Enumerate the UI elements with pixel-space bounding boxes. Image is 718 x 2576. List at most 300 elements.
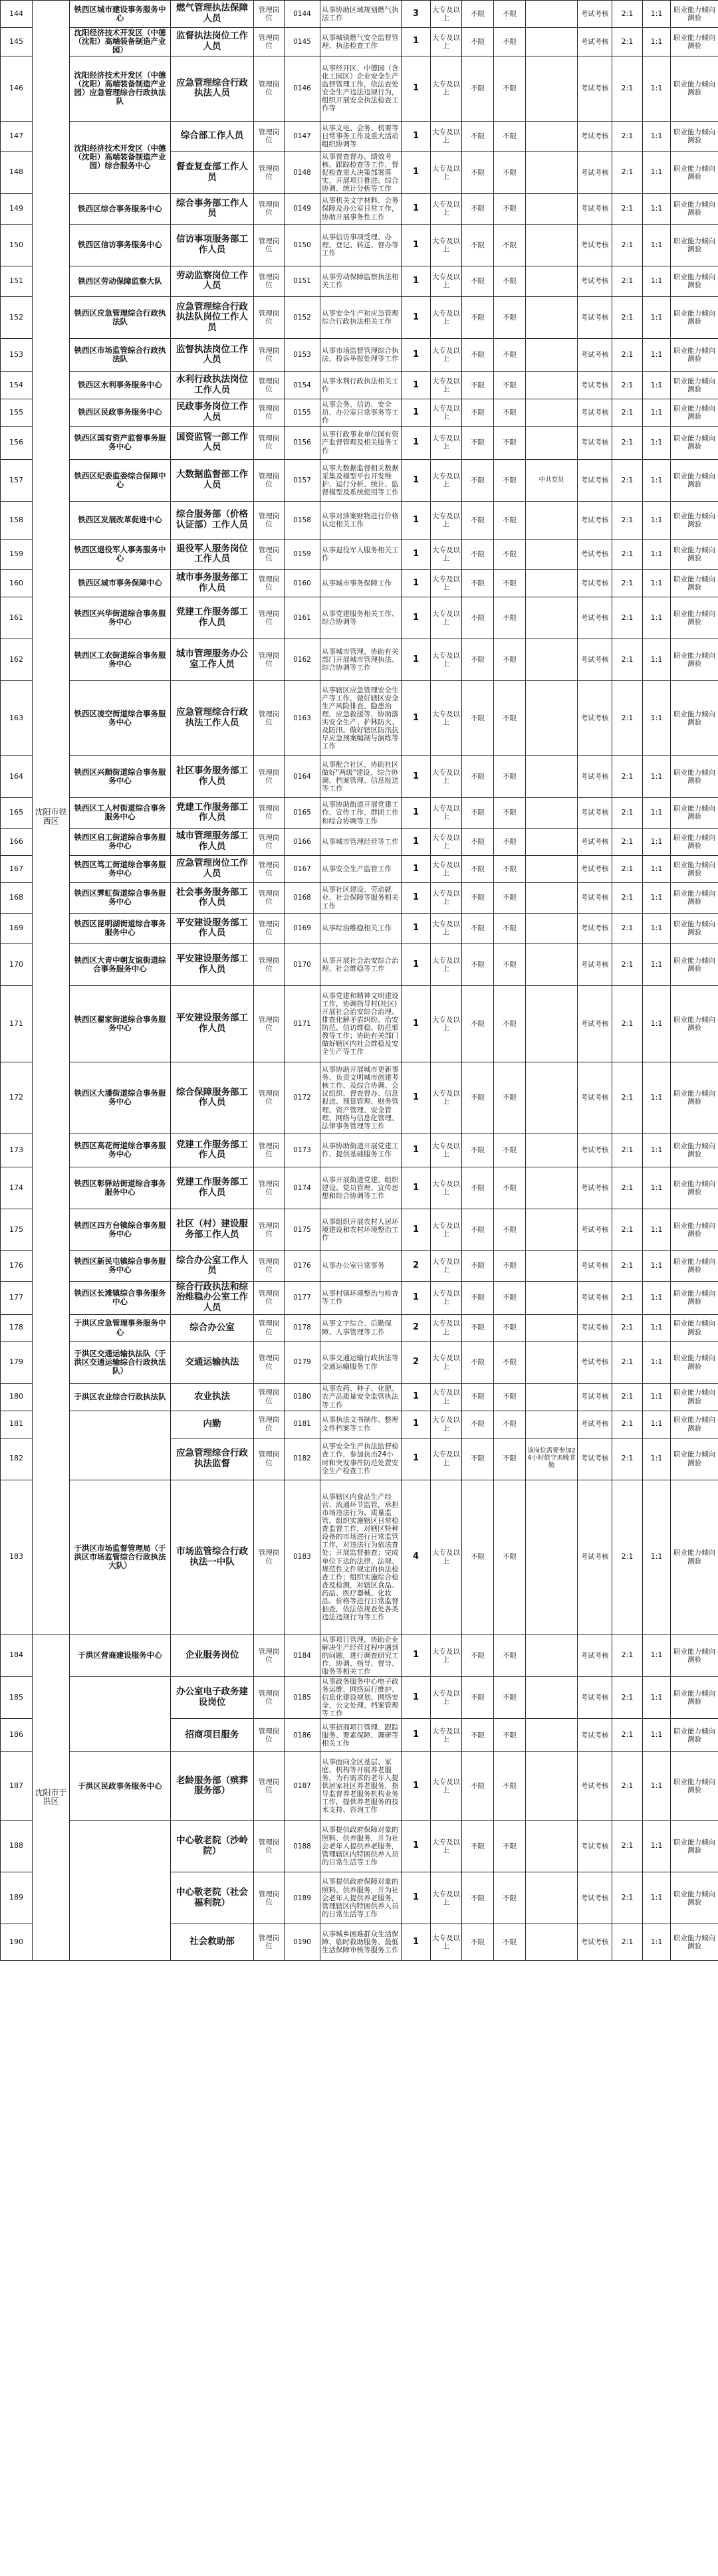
written-ratio: 2:1 [612, 1250, 643, 1281]
position-description: 从事安全生产和应急管理综合行政执法相关工作 [320, 296, 402, 338]
position-description: 从事提供政府保障对象的照料、供养服务，并为社会老年人提供养老服务，管理辖区内特困供养人员的日常生活等工作 [320, 1872, 402, 1924]
other-requirement [526, 882, 578, 913]
position-type: 管理岗位 [254, 755, 285, 797]
unit-name: 铁西区纪委监委综合保障中心 [70, 459, 171, 501]
exam-method: 考试考核 [578, 151, 612, 193]
position-name: 综合保障服务部工作人员 [171, 1062, 254, 1134]
exam-method: 考试考核 [578, 639, 612, 680]
test-subject: 职业能力倾向测验 [671, 755, 718, 797]
written-ratio: 2:1 [612, 338, 643, 371]
other-requirement [526, 224, 578, 266]
unit-name: 于洪区应急管理事务服务中心 [70, 1314, 171, 1341]
education-requirement: 大专及以上 [431, 426, 462, 459]
position-description: 从事会务、信访、安全员、办公室日常事务等工作 [320, 399, 402, 426]
unit-name: 铁西区发展改革促进中心 [70, 501, 171, 539]
exam-method: 考试考核 [578, 1752, 612, 1821]
exam-method: 考试考核 [578, 1314, 612, 1341]
position-type: 管理岗位 [254, 399, 285, 426]
exam-method: 考试考核 [578, 1411, 612, 1438]
education-requirement: 大专及以上 [431, 266, 462, 296]
unit-name: 沈阳经济技术开发区（中德（沈阳）高端装备制造产业园） [70, 28, 171, 56]
other-requirement [526, 399, 578, 426]
written-ratio: 2:1 [612, 1438, 643, 1480]
position-name: 应急管理综合行政执法监督 [171, 1438, 254, 1480]
degree-requirement: 不限 [462, 1438, 494, 1480]
interview-ratio: 1:1 [643, 1752, 671, 1821]
test-subject: 职业能力倾向测验 [671, 459, 718, 501]
education-requirement: 大专及以上 [431, 1719, 462, 1752]
position-name: 企业服务岗位 [171, 1635, 254, 1676]
table-row [1, 193, 718, 224]
row-number: 185 [1, 1676, 33, 1718]
degree-requirement: 不限 [462, 943, 494, 985]
position-description: 从事社区建设、劳动就业、社会保障等服务相关工作 [320, 882, 402, 913]
row-number: 175 [1, 1209, 33, 1250]
table-row [1, 797, 718, 828]
position-description: 从事大数据监督相关数据采集及模型平台开发维护、运行分析、统计、监督模型及系统使用等工作 [320, 459, 402, 501]
row-number: 189 [1, 1872, 33, 1924]
table-row [1, 296, 718, 338]
written-ratio: 2:1 [612, 501, 643, 539]
position-description: 从事安全生产监管工作 [320, 855, 402, 882]
test-subject: 职业能力倾向测验 [671, 985, 718, 1062]
other-requirement [526, 943, 578, 985]
exam-method: 考试考核 [578, 426, 612, 459]
test-subject: 职业能力倾向测验 [671, 151, 718, 193]
position-type: 管理岗位 [254, 1872, 285, 1924]
exam-method: 考试考核 [578, 943, 612, 985]
row-number: 163 [1, 680, 33, 755]
other-requirement [526, 1341, 578, 1383]
position-type: 管理岗位 [254, 459, 285, 501]
position-name: 应急管理综合行政执法人员 [171, 56, 254, 121]
position-code: 0172 [285, 1062, 320, 1134]
unit-name: 铁西区大青中朝友谊街道综合事务服务中心 [70, 943, 171, 985]
exam-method: 考试考核 [578, 1480, 612, 1635]
test-subject: 职业能力倾向测验 [671, 426, 718, 459]
position-name: 社区（村）建设服务部工作人员 [171, 1209, 254, 1250]
table-row [1, 828, 718, 855]
table-row [1, 224, 718, 266]
exam-method: 考试考核 [578, 1250, 612, 1281]
position-type: 管理岗位 [254, 224, 285, 266]
degree-requirement: 不限 [462, 1676, 494, 1718]
exam-method: 考试考核 [578, 296, 612, 338]
education-requirement: 大专及以上 [431, 1411, 462, 1438]
position-code: 0151 [285, 266, 320, 296]
education-requirement: 大专及以上 [431, 1341, 462, 1383]
interview-ratio: 1:1 [643, 426, 671, 459]
exam-method: 考试考核 [578, 1635, 612, 1676]
degree-requirement: 不限 [462, 1134, 494, 1167]
degree-requirement: 不限 [462, 1167, 494, 1209]
major-requirement: 不限 [494, 1480, 526, 1635]
written-ratio: 2:1 [612, 1281, 643, 1314]
education-requirement: 大专及以上 [431, 755, 462, 797]
test-subject: 职业能力倾向测验 [671, 1341, 718, 1383]
degree-requirement: 不限 [462, 296, 494, 338]
major-requirement: 不限 [494, 224, 526, 266]
row-number: 155 [1, 399, 33, 426]
position-code: 0168 [285, 882, 320, 913]
interview-ratio: 1:1 [643, 1209, 671, 1250]
table-row [1, 371, 718, 399]
row-number: 161 [1, 597, 33, 639]
education-requirement: 大专及以上 [431, 296, 462, 338]
position-description: 从事组织开展农村人居环境建设和农村环境整治工作 [320, 1209, 402, 1250]
table-row [1, 1167, 718, 1209]
unit-name [70, 1411, 171, 1480]
test-subject: 职业能力倾向测验 [671, 28, 718, 56]
position-description: 从事开展街道党建、组织建设、党员管理、宣传思想和综合协调等工作 [320, 1167, 402, 1209]
interview-ratio: 1:1 [643, 193, 671, 224]
position-name: 社会事务服务部工作人员 [171, 882, 254, 913]
major-requirement: 不限 [494, 28, 526, 56]
major-requirement: 不限 [494, 1676, 526, 1718]
other-requirement [526, 28, 578, 56]
recruit-count: 1 [402, 1676, 431, 1718]
position-description: 从事执法文书制作、整理文件档案等工作 [320, 1411, 402, 1438]
position-code: 0188 [285, 1821, 320, 1872]
degree-requirement: 不限 [462, 680, 494, 755]
interview-ratio: 1:1 [643, 913, 671, 943]
position-code: 0161 [285, 597, 320, 639]
position-name: 综合服务部（价格认证部）工作人员 [171, 501, 254, 539]
education-requirement: 大专及以上 [431, 639, 462, 680]
education-requirement: 大专及以上 [431, 459, 462, 501]
table-row [1, 1314, 718, 1341]
position-name: 监督执法岗位工作人员 [171, 338, 254, 371]
interview-ratio: 1:1 [643, 224, 671, 266]
position-name: 综合行政执法和综治维稳办公室工作人员 [171, 1281, 254, 1314]
degree-requirement: 不限 [462, 28, 494, 56]
written-ratio: 2:1 [612, 371, 643, 399]
row-number: 165 [1, 797, 33, 828]
written-ratio: 2:1 [612, 56, 643, 121]
exam-method: 考试考核 [578, 985, 612, 1062]
position-code: 0150 [285, 224, 320, 266]
table-row [1, 539, 718, 569]
education-requirement: 大专及以上 [431, 1281, 462, 1314]
written-ratio: 2:1 [612, 1752, 643, 1821]
position-name: 社区事务服务部工作人员 [171, 755, 254, 797]
position-code: 0186 [285, 1719, 320, 1752]
unit-name: 铁西区兴华街道综合事务服务中心 [70, 597, 171, 639]
position-description: 从事信访事项受理、办理、登记、转送、督办等工作 [320, 224, 402, 266]
unit-name: 于洪区市场监督管理局（于洪区市场监管综合行政执法大队） [70, 1480, 171, 1635]
table-row [1, 1821, 718, 1872]
table-row [1, 855, 718, 882]
unit-name: 铁西区凌空街道综合事务服务中心 [70, 680, 171, 755]
education-requirement: 大专及以上 [431, 1167, 462, 1209]
position-code: 0163 [285, 680, 320, 755]
degree-requirement: 不限 [462, 1821, 494, 1872]
position-code: 0147 [285, 121, 320, 151]
education-requirement: 大专及以上 [431, 797, 462, 828]
position-name: 农业执法 [171, 1383, 254, 1411]
position-description: 从事退役军人服务相关工作 [320, 539, 402, 569]
position-code: 0174 [285, 1167, 320, 1209]
recruit-count: 2 [402, 1341, 431, 1383]
position-code: 0175 [285, 1209, 320, 1250]
written-ratio: 2:1 [612, 1924, 643, 1961]
test-subject: 职业能力倾向测验 [671, 597, 718, 639]
position-type: 管理岗位 [254, 985, 285, 1062]
recruit-count: 1 [402, 755, 431, 797]
table-row [1, 28, 718, 56]
position-code: 0162 [285, 639, 320, 680]
exam-method: 考试考核 [578, 338, 612, 371]
position-code: 0164 [285, 755, 320, 797]
position-code: 0178 [285, 1314, 320, 1341]
position-type: 管理岗位 [254, 1480, 285, 1635]
interview-ratio: 1:1 [643, 755, 671, 797]
position-name: 办公室电子政务建设岗位 [171, 1676, 254, 1718]
exam-method: 考试考核 [578, 1719, 612, 1752]
education-requirement: 大专及以上 [431, 193, 462, 224]
table-row [1, 680, 718, 755]
major-requirement: 不限 [494, 755, 526, 797]
degree-requirement: 不限 [462, 1719, 494, 1752]
other-requirement [526, 1167, 578, 1209]
recruit-count: 1 [402, 1438, 431, 1480]
position-description: 从事城镇燃气安全监督管理、执法检查工作 [320, 28, 402, 56]
major-requirement: 不限 [494, 1719, 526, 1752]
unit-name: 铁西区四方台镇综合事务服务中心 [70, 1209, 171, 1250]
table-row [1, 459, 718, 501]
other-requirement [526, 1, 578, 28]
position-type: 管理岗位 [254, 1314, 285, 1341]
exam-method: 考试考核 [578, 913, 612, 943]
major-requirement: 不限 [494, 597, 526, 639]
interview-ratio: 1:1 [643, 1480, 671, 1635]
row-number: 167 [1, 855, 33, 882]
interview-ratio: 1:1 [643, 151, 671, 193]
education-requirement: 大专及以上 [431, 680, 462, 755]
exam-method: 考试考核 [578, 28, 612, 56]
other-requirement [526, 193, 578, 224]
recruit-count: 1 [402, 56, 431, 121]
position-name: 平安建设服务部工作人员 [171, 913, 254, 943]
row-number: 173 [1, 1134, 33, 1167]
education-requirement: 大专及以上 [431, 943, 462, 985]
major-requirement: 不限 [494, 1924, 526, 1961]
position-type: 管理岗位 [254, 1341, 285, 1383]
degree-requirement: 不限 [462, 755, 494, 797]
table-row [1, 913, 718, 943]
table-row [1, 882, 718, 913]
position-description: 从事党建和精神文明建设工作，协调指导村(社区)开展社会治安综合治理、排查化解矛盾纠纷、治安防范、信访维稳、防范邪教等工作；协助有关部门做好辖区内社会维稳及安全生产等工作 [320, 985, 402, 1062]
test-subject: 职业能力倾向测验 [671, 193, 718, 224]
position-type: 管理岗位 [254, 539, 285, 569]
major-requirement: 不限 [494, 569, 526, 597]
position-description: 从事水利行政执法相关工作 [320, 371, 402, 399]
position-code: 0154 [285, 371, 320, 399]
interview-ratio: 1:1 [643, 1250, 671, 1281]
test-subject: 职业能力倾向测验 [671, 882, 718, 913]
position-code: 0184 [285, 1635, 320, 1676]
position-name: 综合事务部工作人员 [171, 193, 254, 224]
row-number: 156 [1, 426, 33, 459]
position-type: 管理岗位 [254, 1, 285, 28]
position-description: 从事城市管理经营等工作 [320, 828, 402, 855]
major-requirement: 不限 [494, 501, 526, 539]
row-number: 151 [1, 266, 33, 296]
test-subject: 职业能力倾向测验 [671, 296, 718, 338]
position-name: 督查复查部工作人员 [171, 151, 254, 193]
position-type: 管理岗位 [254, 371, 285, 399]
written-ratio: 2:1 [612, 943, 643, 985]
exam-method: 考试考核 [578, 1821, 612, 1872]
major-requirement: 不限 [494, 193, 526, 224]
written-ratio: 2:1 [612, 882, 643, 913]
exam-method: 考试考核 [578, 193, 612, 224]
row-number: 178 [1, 1314, 33, 1341]
recruit-count: 1 [402, 882, 431, 913]
degree-requirement: 不限 [462, 371, 494, 399]
interview-ratio: 1:1 [643, 943, 671, 985]
degree-requirement: 不限 [462, 224, 494, 266]
position-name: 内勤 [171, 1411, 254, 1438]
position-type: 管理岗位 [254, 1062, 285, 1134]
education-requirement: 大专及以上 [431, 1209, 462, 1250]
row-number: 157 [1, 459, 33, 501]
table-row [1, 338, 718, 371]
major-requirement: 不限 [494, 1383, 526, 1411]
exam-method: 考试考核 [578, 828, 612, 855]
unit-name: 铁西区城市事务保障中心 [70, 569, 171, 597]
degree-requirement: 不限 [462, 56, 494, 121]
degree-requirement: 不限 [462, 1872, 494, 1924]
exam-method: 考试考核 [578, 680, 612, 755]
position-name: 党建工作服务部工作人员 [171, 597, 254, 639]
unit-name: 于洪区民政事务服务中心 [70, 1752, 171, 1821]
exam-method: 考试考核 [578, 882, 612, 913]
position-name: 城市管理服务办公室工作人员 [171, 639, 254, 680]
table-row [1, 1383, 718, 1411]
other-requirement [526, 1719, 578, 1752]
interview-ratio: 1:1 [643, 1167, 671, 1209]
recruit-count: 1 [402, 1821, 431, 1872]
other-requirement [526, 797, 578, 828]
exam-method: 考试考核 [578, 266, 612, 296]
recruit-count: 1 [402, 1281, 431, 1314]
degree-requirement: 不限 [462, 1062, 494, 1134]
position-code: 0155 [285, 399, 320, 426]
written-ratio: 2:1 [612, 755, 643, 797]
position-code: 0185 [285, 1676, 320, 1718]
exam-method: 考试考核 [578, 1281, 612, 1314]
written-ratio: 2:1 [612, 913, 643, 943]
other-requirement [526, 1752, 578, 1821]
other-requirement [526, 828, 578, 855]
test-subject: 职业能力倾向测验 [671, 121, 718, 151]
position-name: 民政事务岗位工作人员 [171, 399, 254, 426]
written-ratio: 2:1 [612, 296, 643, 338]
row-number: 180 [1, 1383, 33, 1411]
unit-name: 铁西区霁虹街道综合事务服务中心 [70, 882, 171, 913]
test-subject: 职业能力倾向测验 [671, 913, 718, 943]
major-requirement: 不限 [494, 1, 526, 28]
test-subject: 职业能力倾向测验 [671, 1134, 718, 1167]
position-code: 0152 [285, 296, 320, 338]
position-code: 0181 [285, 1411, 320, 1438]
row-number: 177 [1, 1281, 33, 1314]
test-subject: 职业能力倾向测验 [671, 1383, 718, 1411]
position-type: 管理岗位 [254, 680, 285, 755]
row-number: 176 [1, 1250, 33, 1281]
recruit-count: 1 [402, 296, 431, 338]
major-requirement: 不限 [494, 1752, 526, 1821]
test-subject: 职业能力倾向测验 [671, 338, 718, 371]
other-requirement [526, 1383, 578, 1411]
interview-ratio: 1:1 [643, 1719, 671, 1752]
exam-method: 考试考核 [578, 1062, 612, 1134]
recruit-count: 1 [402, 193, 431, 224]
other-requirement [526, 1872, 578, 1924]
test-subject: 职业能力倾向测验 [671, 501, 718, 539]
education-requirement: 大专及以上 [431, 1872, 462, 1924]
position-name: 平安建设服务部工作人员 [171, 985, 254, 1062]
position-code: 0149 [285, 193, 320, 224]
row-number: 144 [1, 1, 33, 28]
written-ratio: 2:1 [612, 28, 643, 56]
position-description: 从事文字综合、后勤保障、人事管理等工作 [320, 1314, 402, 1341]
major-requirement: 不限 [494, 266, 526, 296]
interview-ratio: 1:1 [643, 399, 671, 426]
interview-ratio: 1:1 [643, 1411, 671, 1438]
degree-requirement: 不限 [462, 151, 494, 193]
recruit-count: 1 [402, 1383, 431, 1411]
position-type: 管理岗位 [254, 1383, 285, 1411]
table-row [1, 426, 718, 459]
exam-method: 考试考核 [578, 501, 612, 539]
position-code: 0177 [285, 1281, 320, 1314]
test-subject: 职业能力倾向测验 [671, 1719, 718, 1752]
written-ratio: 2:1 [612, 1872, 643, 1924]
degree-requirement: 不限 [462, 539, 494, 569]
row-number: 152 [1, 296, 33, 338]
education-requirement: 大专及以上 [431, 1821, 462, 1872]
interview-ratio: 1:1 [643, 1872, 671, 1924]
other-requirement [526, 266, 578, 296]
position-code: 0179 [285, 1341, 320, 1383]
position-type: 管理岗位 [254, 266, 285, 296]
recruit-count: 1 [402, 797, 431, 828]
position-name: 城市管理服务部工作人员 [171, 828, 254, 855]
education-requirement: 大专及以上 [431, 1383, 462, 1411]
unit-name: 于洪区营商建设服务中心 [70, 1635, 171, 1676]
position-type: 管理岗位 [254, 1134, 285, 1167]
position-type: 管理岗位 [254, 828, 285, 855]
position-code: 0180 [285, 1383, 320, 1411]
education-requirement: 大专及以上 [431, 399, 462, 426]
table-row [1, 755, 718, 797]
position-name: 综合办公室 [171, 1314, 254, 1341]
table-row [1, 56, 718, 121]
other-requirement [526, 151, 578, 193]
row-number: 186 [1, 1719, 33, 1752]
test-subject: 职业能力倾向测验 [671, 1250, 718, 1281]
unit-name: 铁西区昆明湖街道综合事务服务中心 [70, 913, 171, 943]
position-description: 从事面向全区基层、家庭、机构等开展养老服务，为有需求的老年人提供居家社区养老服务，指导监督养老服务机构业务工作，提供养老服务的技术支持、咨询工作 [320, 1752, 402, 1821]
recruit-count: 1 [402, 1635, 431, 1676]
recruit-count: 1 [402, 680, 431, 755]
unit-name: 铁西区市场监管综合行政执法队 [70, 338, 171, 371]
degree-requirement: 不限 [462, 1411, 494, 1438]
written-ratio: 2:1 [612, 1821, 643, 1872]
row-number: 170 [1, 943, 33, 985]
